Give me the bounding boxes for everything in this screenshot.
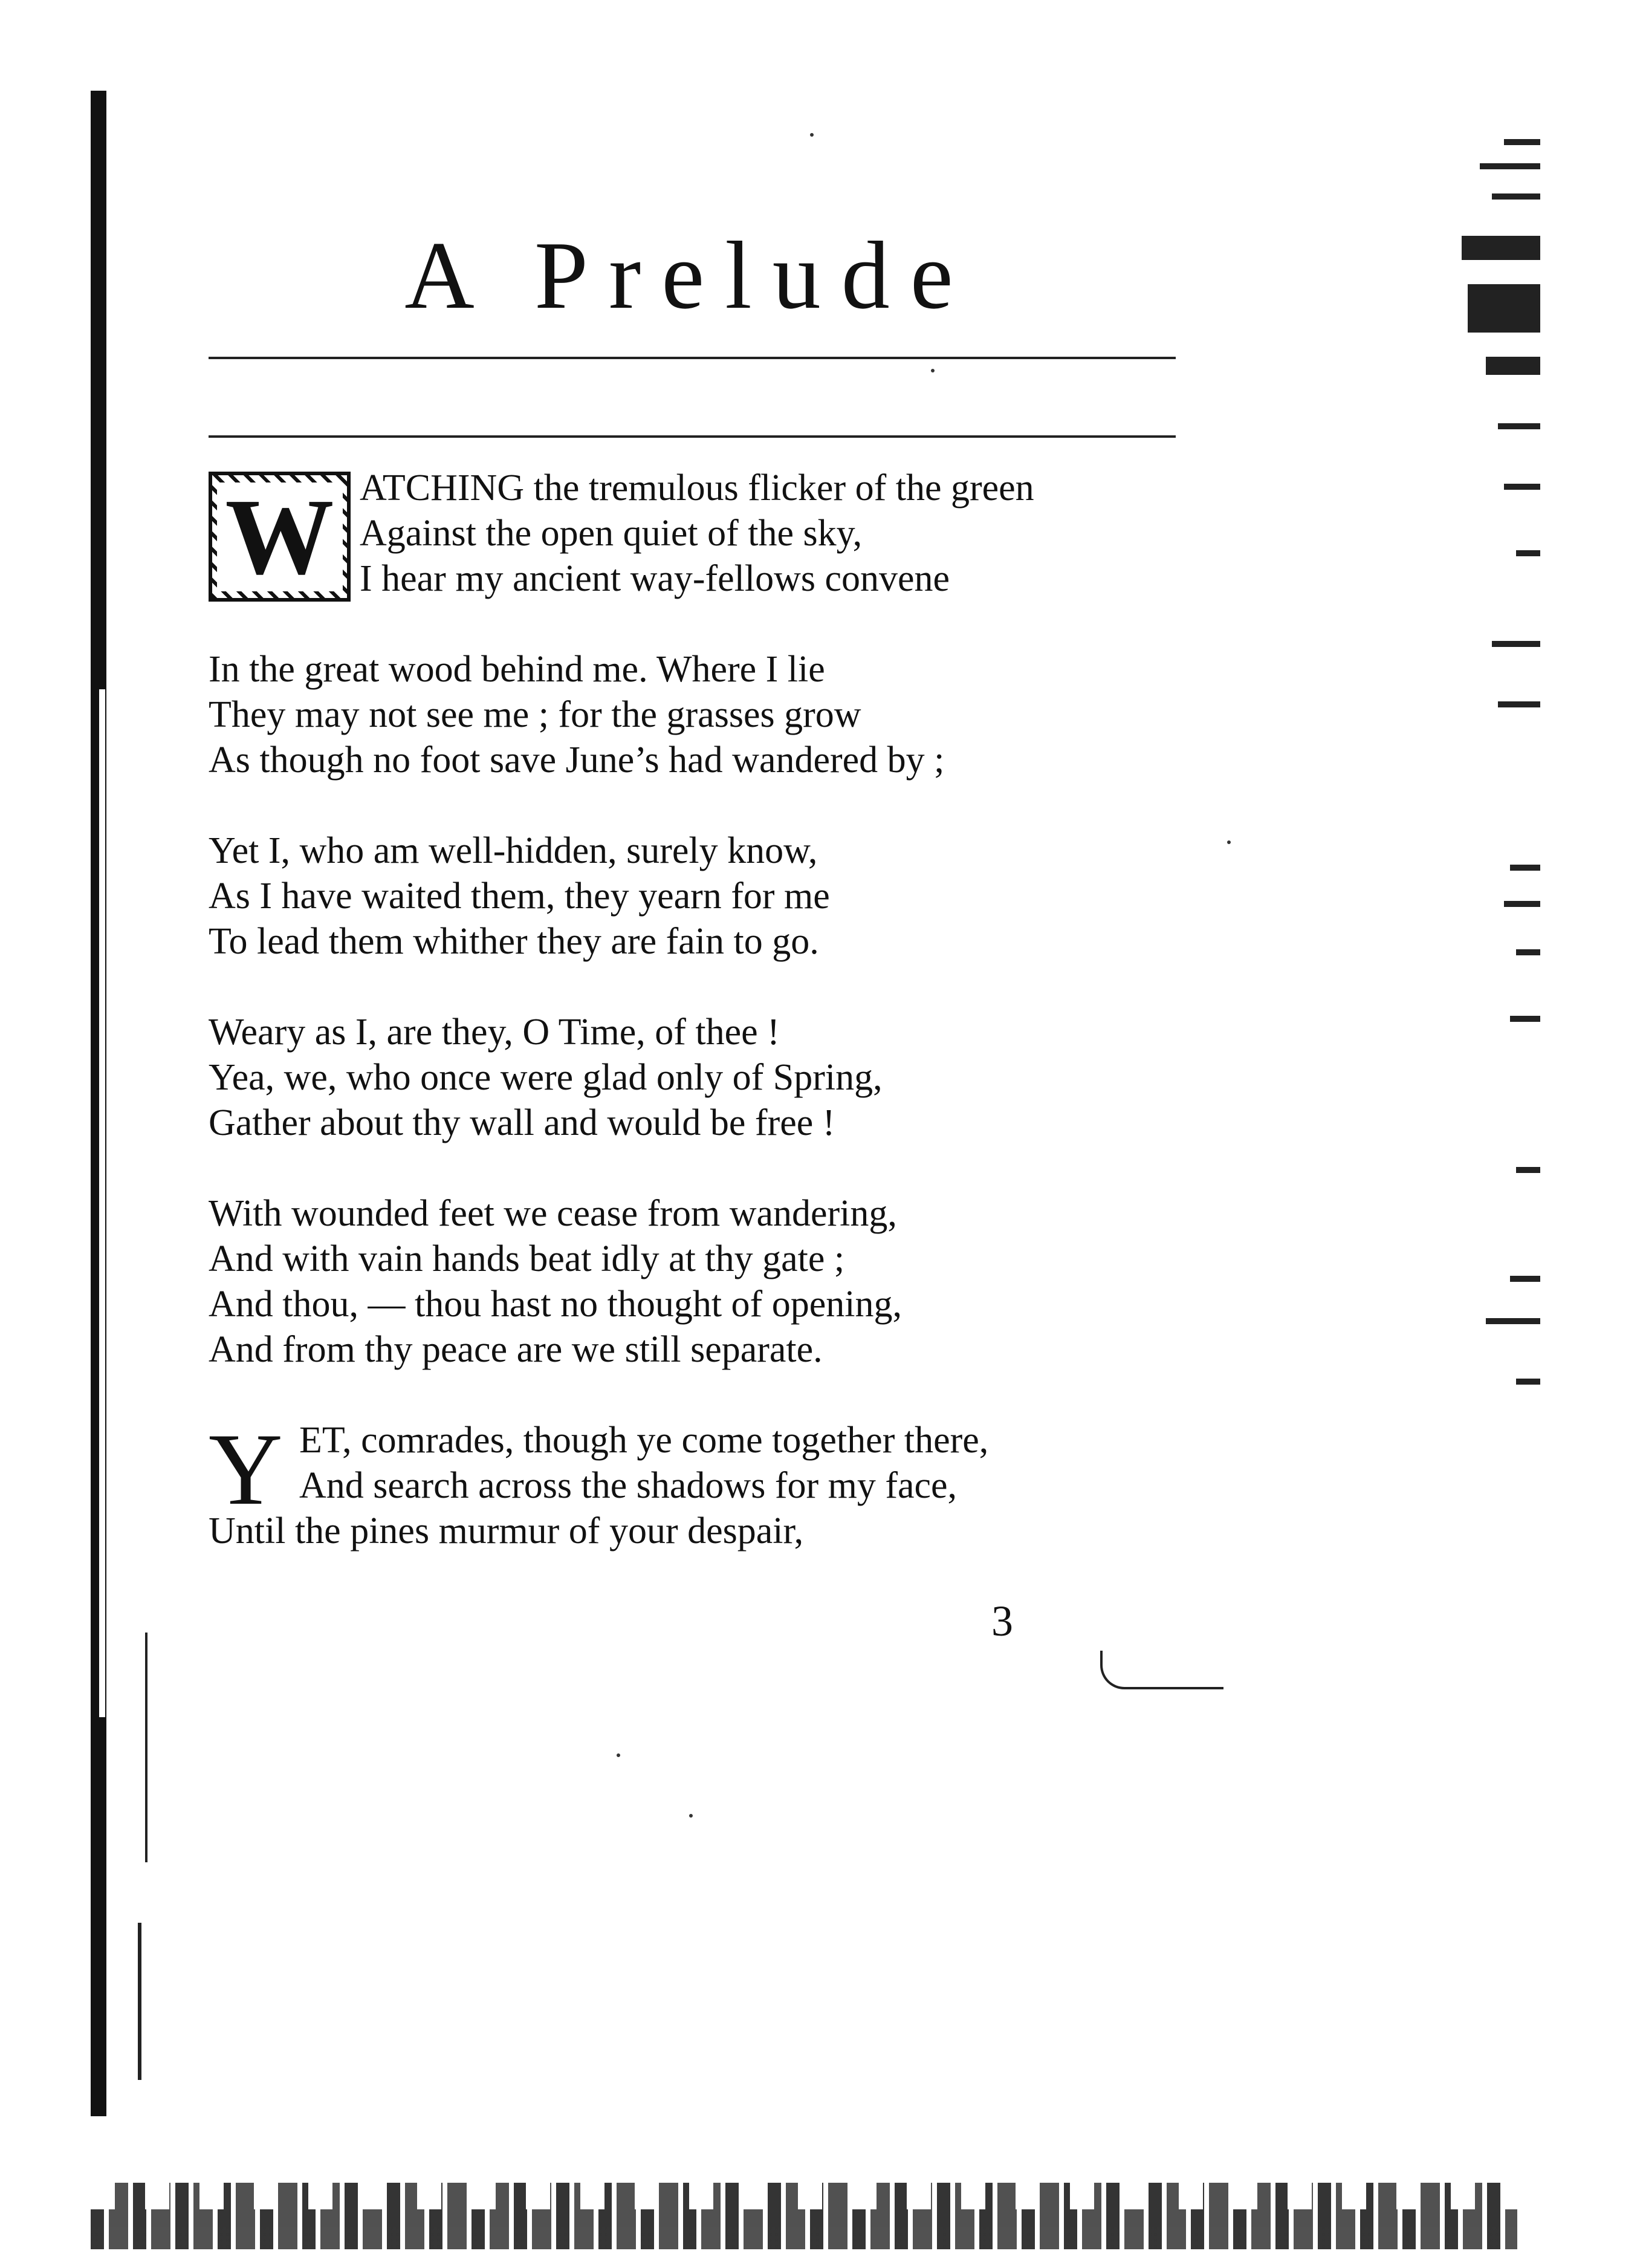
- poem-line: Weary as I, are they, O Time, of thee !: [209, 1012, 780, 1053]
- stanza: [209, 1010, 1236, 1146]
- poem-line: And thou, — thou hast no thought of opening,: [209, 1284, 902, 1325]
- pencil-mark: [1100, 1651, 1223, 1689]
- speck: [617, 1753, 620, 1757]
- page-number: 3: [991, 1597, 1013, 1645]
- poem-line: Against the open quiet of the sky,: [360, 513, 863, 554]
- poem-line: I hear my ancient way-fellows convene: [360, 558, 950, 599]
- poem-line: ET, comrades, though ye come together there,: [299, 1420, 989, 1461]
- ornamental-initial-letter: W: [217, 483, 343, 591]
- poem-body: [209, 466, 1236, 1599]
- stanza: [209, 1191, 1236, 1373]
- drop-initial: Y: [209, 1412, 283, 1526]
- scan-edge-right: [1444, 139, 1540, 1469]
- poem-line: As I have waited them, they yearn for me: [209, 876, 830, 917]
- poem-line: ATCHING the tremulous flicker of the green: [360, 467, 1034, 509]
- scan-edge-bottom: [91, 2183, 1517, 2249]
- poem-line: And with vain hands beat idly at thy gate ;: [209, 1238, 845, 1279]
- speck: [810, 133, 814, 137]
- speck: [689, 1814, 693, 1818]
- title-rule-bottom: [209, 435, 1176, 438]
- scan-edge-fragment: [138, 1923, 141, 2080]
- stanza: [209, 828, 1236, 964]
- poem-line: Yet I, who am well-hidden, surely know,: [209, 830, 818, 871]
- poem-line: As though no foot save June’s had wandered by ;: [209, 739, 945, 781]
- stanza: [209, 647, 1236, 783]
- poem-line: Gather about thy wall and would be free !: [209, 1102, 835, 1143]
- scan-edge-left: [91, 91, 106, 2116]
- speck: [931, 369, 935, 372]
- poem-line: To lead them whither they are fain to go.: [209, 921, 819, 962]
- poem-line: And from thy peace are we still separate.: [209, 1329, 823, 1370]
- scan-edge-fragment: [145, 1633, 147, 1862]
- page-title: A Prelude: [404, 221, 974, 329]
- poem-line: And search across the shadows for my face,: [299, 1465, 958, 1506]
- poem-line: They may not see me ; for the grasses grow: [209, 694, 861, 735]
- poem-line: Yea, we, who once were glad only of Spring,: [209, 1057, 883, 1098]
- title-rule-top: [209, 357, 1176, 359]
- poem-line: Until the pines murmur of your despair,: [209, 1510, 804, 1552]
- stanza: [209, 466, 1236, 602]
- stanza: [209, 1412, 1236, 1554]
- poem-line: With wounded feet we cease from wandering,: [209, 1193, 897, 1234]
- ornamental-initial-icon: [209, 472, 351, 602]
- poem-line: In the great wood behind me. Where I lie: [209, 649, 825, 690]
